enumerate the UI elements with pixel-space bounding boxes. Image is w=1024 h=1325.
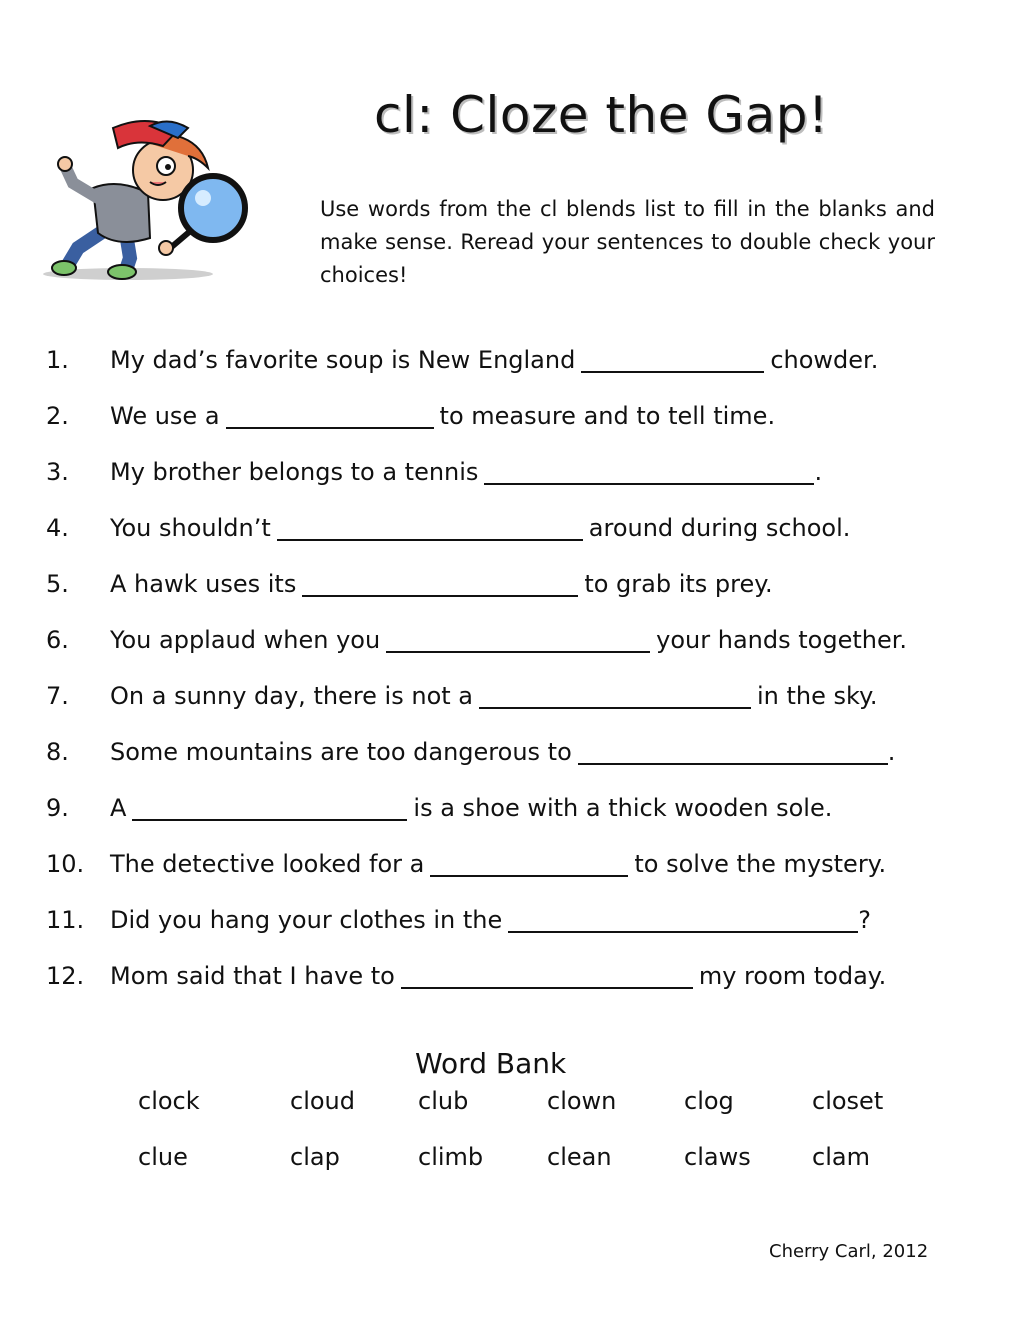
word-bank-word: climb — [418, 1143, 484, 1171]
question-text-before: Some mountains are too dangerous to — [110, 738, 572, 766]
question-number: 4. — [46, 514, 69, 542]
answer-blank[interactable] — [581, 347, 764, 373]
question-number: 1. — [46, 346, 69, 374]
word-bank-word: clam — [812, 1143, 870, 1171]
question-number: 12. — [46, 962, 85, 990]
word-bank-word: clean — [547, 1143, 612, 1171]
question-list — [46, 332, 1006, 1004]
word-bank-word: claws — [684, 1143, 751, 1171]
question-text-before: Did you hang your clothes in the — [110, 906, 503, 934]
question-text-after: my room today. — [698, 962, 887, 990]
question-number: 5. — [46, 570, 69, 598]
question-item — [46, 444, 1006, 500]
question-text-after: your hands together. — [656, 626, 908, 654]
question-item — [46, 500, 1006, 556]
question-text-after: . — [814, 458, 823, 486]
question-text-before: On a sunny day, there is not a — [110, 682, 473, 710]
question-number: 3. — [46, 458, 69, 486]
question-text-before: We use a — [110, 402, 220, 430]
answer-blank[interactable] — [277, 515, 583, 541]
question-item — [46, 388, 1006, 444]
detective-kid-illustration — [38, 108, 253, 286]
question-item — [46, 948, 1006, 1004]
question-text-before: A hawk uses its — [110, 570, 297, 598]
credit-line: Cherry Carl, 2012 — [769, 1241, 929, 1262]
question-text-after: is a shoe with a thick wooden sole. — [413, 794, 833, 822]
answer-blank[interactable] — [508, 907, 858, 933]
answer-blank[interactable] — [386, 627, 650, 653]
answer-blank[interactable] — [302, 571, 578, 597]
question-text-before: You applaud when you — [110, 626, 381, 654]
question-item — [46, 892, 1006, 948]
word-bank-word: clap — [290, 1143, 340, 1171]
question-number: 2. — [46, 402, 69, 430]
question-text-before: Mom said that I have to — [110, 962, 395, 990]
question-text-before: My brother belongs to a tennis — [110, 458, 479, 486]
word-bank-title: Word Bank — [415, 1047, 567, 1080]
question-item — [46, 836, 1006, 892]
word-bank-word: clue — [138, 1143, 188, 1171]
word-bank-word: closet — [812, 1087, 884, 1115]
word-bank-word: clog — [684, 1087, 734, 1115]
question-item — [46, 724, 1006, 780]
question-number: 11. — [46, 906, 85, 934]
question-text-before: You shouldn’t — [110, 514, 271, 542]
question-text-before: My dad’s favorite soup is New England — [110, 346, 576, 374]
word-bank-word: club — [418, 1087, 469, 1115]
question-number: 10. — [46, 850, 85, 878]
question-text-after: to solve the mystery. — [634, 850, 887, 878]
question-item — [46, 332, 1006, 388]
question-item — [46, 668, 1006, 724]
instructions: Use words from the cl blends list to fill in the blanks and make sense. Reread your sentences to double check your choices! — [320, 197, 935, 287]
word-bank-word: clock — [138, 1087, 200, 1115]
question-item — [46, 556, 1006, 612]
question-text-before: The detective looked for a — [110, 850, 425, 878]
answer-blank[interactable] — [401, 963, 693, 989]
question-item — [46, 780, 1006, 836]
question-text-before: A — [110, 794, 127, 822]
question-text-after: around during school. — [588, 514, 851, 542]
answer-blank[interactable] — [226, 403, 434, 429]
question-number: 8. — [46, 738, 69, 766]
answer-blank[interactable] — [484, 459, 814, 485]
question-text-after: . — [887, 738, 896, 766]
question-text-after: in the sky. — [757, 682, 878, 710]
answer-blank[interactable] — [578, 739, 888, 765]
question-text-after: to measure and to tell time. — [439, 402, 776, 430]
question-text-after: to grab its prey. — [584, 570, 773, 598]
question-number: 9. — [46, 794, 69, 822]
question-number: 6. — [46, 626, 69, 654]
answer-blank[interactable] — [479, 683, 751, 709]
word-bank-word: cloud — [290, 1087, 355, 1115]
question-text-after: chowder. — [770, 346, 879, 374]
answer-blank[interactable] — [132, 795, 407, 821]
answer-blank[interactable] — [430, 851, 628, 877]
word-bank-word: clown — [547, 1087, 617, 1115]
question-text-after: ? — [858, 906, 872, 934]
question-item — [46, 612, 1006, 668]
page-title: cl: Cloze the Gap! — [374, 86, 829, 144]
question-number: 7. — [46, 682, 69, 710]
